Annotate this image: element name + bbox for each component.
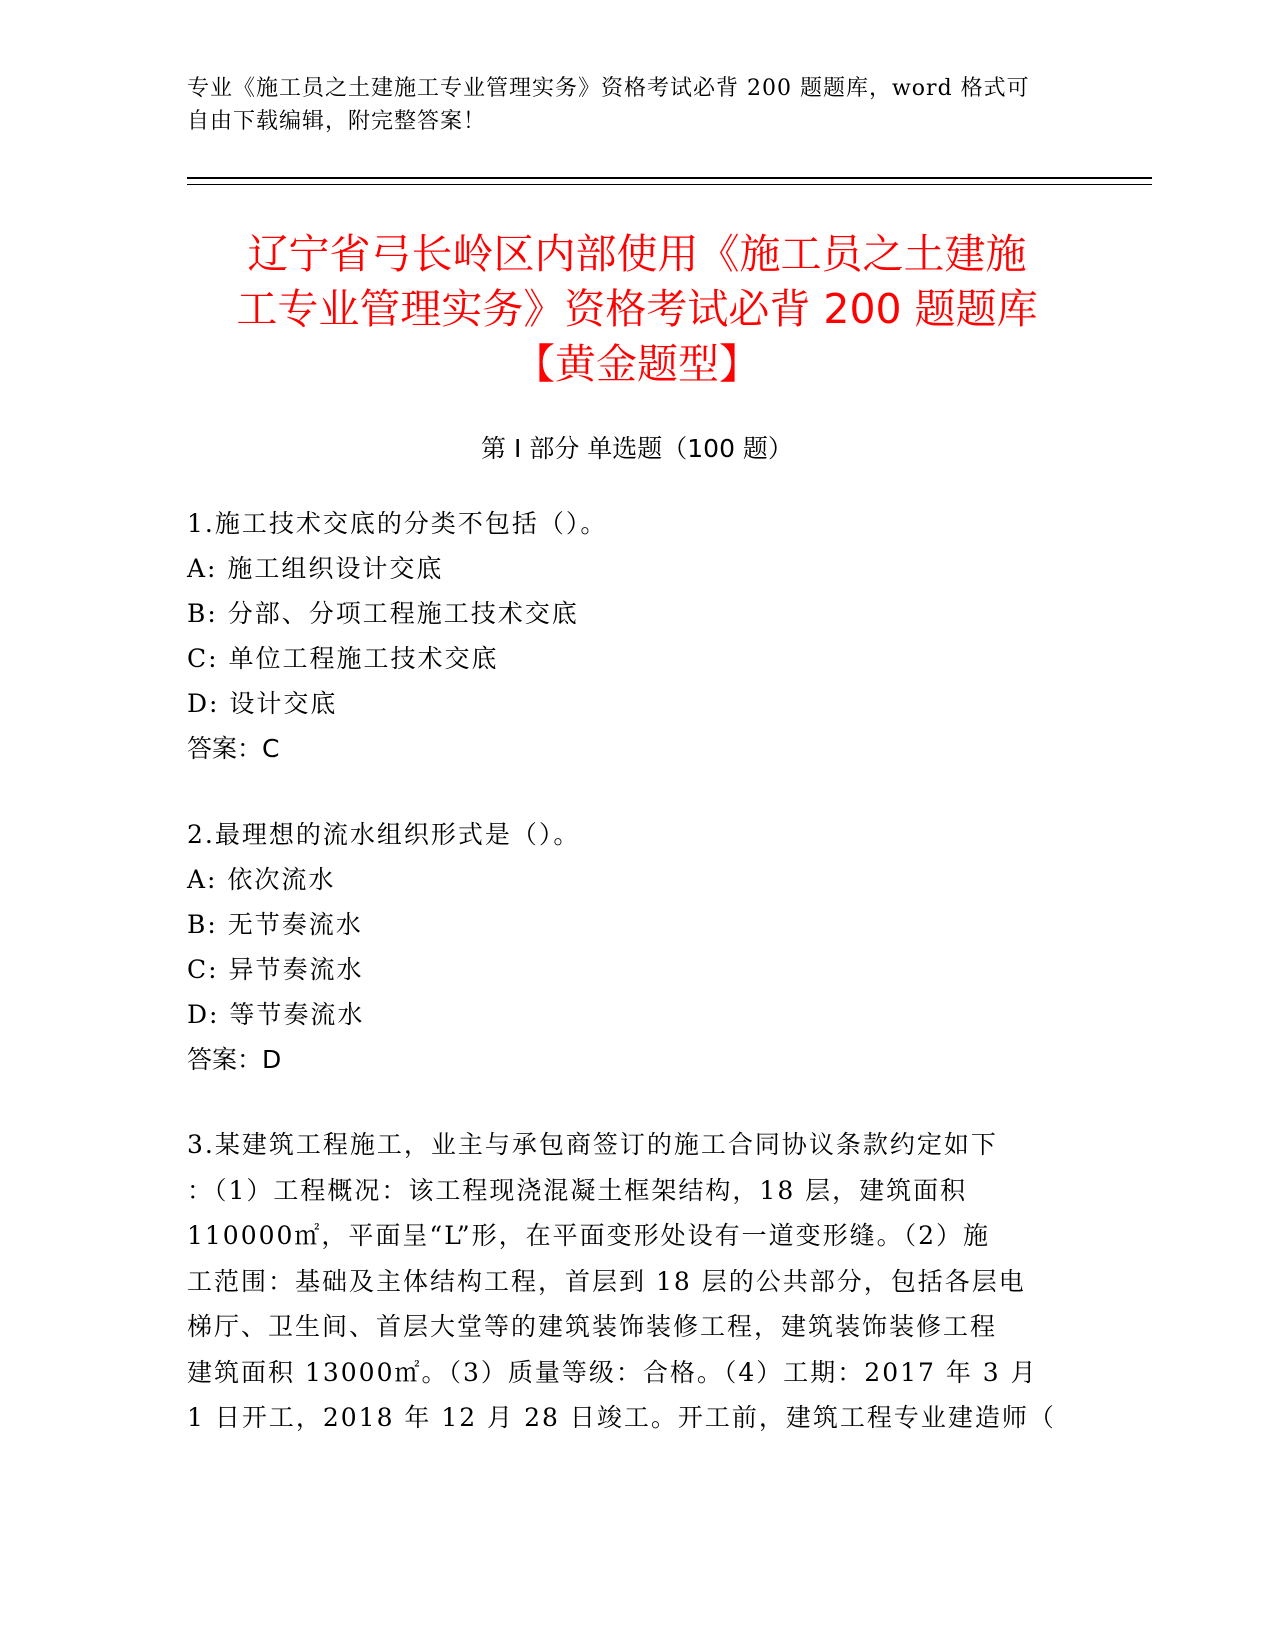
option-a: A: 依次流水 bbox=[187, 865, 336, 894]
question-text-line: ：（1）工程概况：该工程现浇混凝土框架结构，18 层，建筑面积 bbox=[187, 1175, 968, 1205]
question-text-line: 梯厅、卫生间、首层大堂等的建筑装饰装修工程，建筑装饰装修工程 bbox=[187, 1312, 998, 1341]
question-text-line: 建筑面积 13000㎡。（3）质量等级：合格。（4）工期：2017 年 3 月 bbox=[187, 1357, 1038, 1387]
option-c: C: 单位工程施工技术交底 bbox=[187, 644, 499, 673]
answer: 答案：C bbox=[187, 734, 280, 763]
question-stem: 1.施工技术交底的分类不包括（）。 bbox=[187, 509, 608, 538]
document-title-line-1: 辽宁省弓长岭区内部使用《施工员之土建施 bbox=[247, 230, 1027, 278]
option-d: D: 等节奏流水 bbox=[187, 1000, 365, 1029]
document-title-line-3: 【黄金题型】 bbox=[514, 340, 760, 388]
header-note-line-2: 自由下载编辑，附完整答案！ bbox=[187, 109, 487, 134]
question-stem: 2.最理想的流水组织形式是（）。 bbox=[187, 820, 581, 849]
answer: 答案：D bbox=[187, 1045, 282, 1074]
question-2 bbox=[187, 812, 1067, 1082]
header-divider-thin bbox=[187, 184, 1152, 185]
header-divider-thick bbox=[187, 177, 1152, 179]
header-note-line-1: 专业《施工员之土建施工专业管理实务》资格考试必背 200 题题库，word 格式可 bbox=[187, 76, 1030, 101]
question-3 bbox=[187, 1122, 1067, 1441]
question-text-line: 1 日开工，2018 年 12 月 28 日竣工。开工前，建筑工程专业建造师（ bbox=[187, 1403, 1056, 1432]
option-b: B: 分部、分项工程施工技术交底 bbox=[187, 599, 579, 628]
option-d: D: 设计交底 bbox=[187, 689, 338, 718]
header-note bbox=[187, 72, 1067, 138]
section-title: 第 I 部分 单选题（100 题） bbox=[481, 434, 793, 463]
option-c: C: 异节奏流水 bbox=[187, 955, 364, 984]
question-text-line: 工范围：基础及主体结构工程，首层到 18 层的公共部分，包括各层电 bbox=[187, 1266, 1026, 1296]
document-title-line-2: 工专业管理实务》资格考试必背 200 题题库 bbox=[236, 285, 1038, 333]
document-title bbox=[187, 227, 1087, 392]
question-text-line: 110000㎡，平面呈“L”形，在平面变形处设有一道变形缝。（2）施 bbox=[187, 1221, 991, 1250]
option-a: A: 施工组织设计交底 bbox=[187, 554, 444, 583]
option-b: B: 无节奏流水 bbox=[187, 910, 363, 939]
question-text-line: 3.某建筑工程施工，业主与承包商签订的施工合同协议条款约定如下 bbox=[187, 1130, 998, 1159]
question-1 bbox=[187, 501, 1067, 771]
